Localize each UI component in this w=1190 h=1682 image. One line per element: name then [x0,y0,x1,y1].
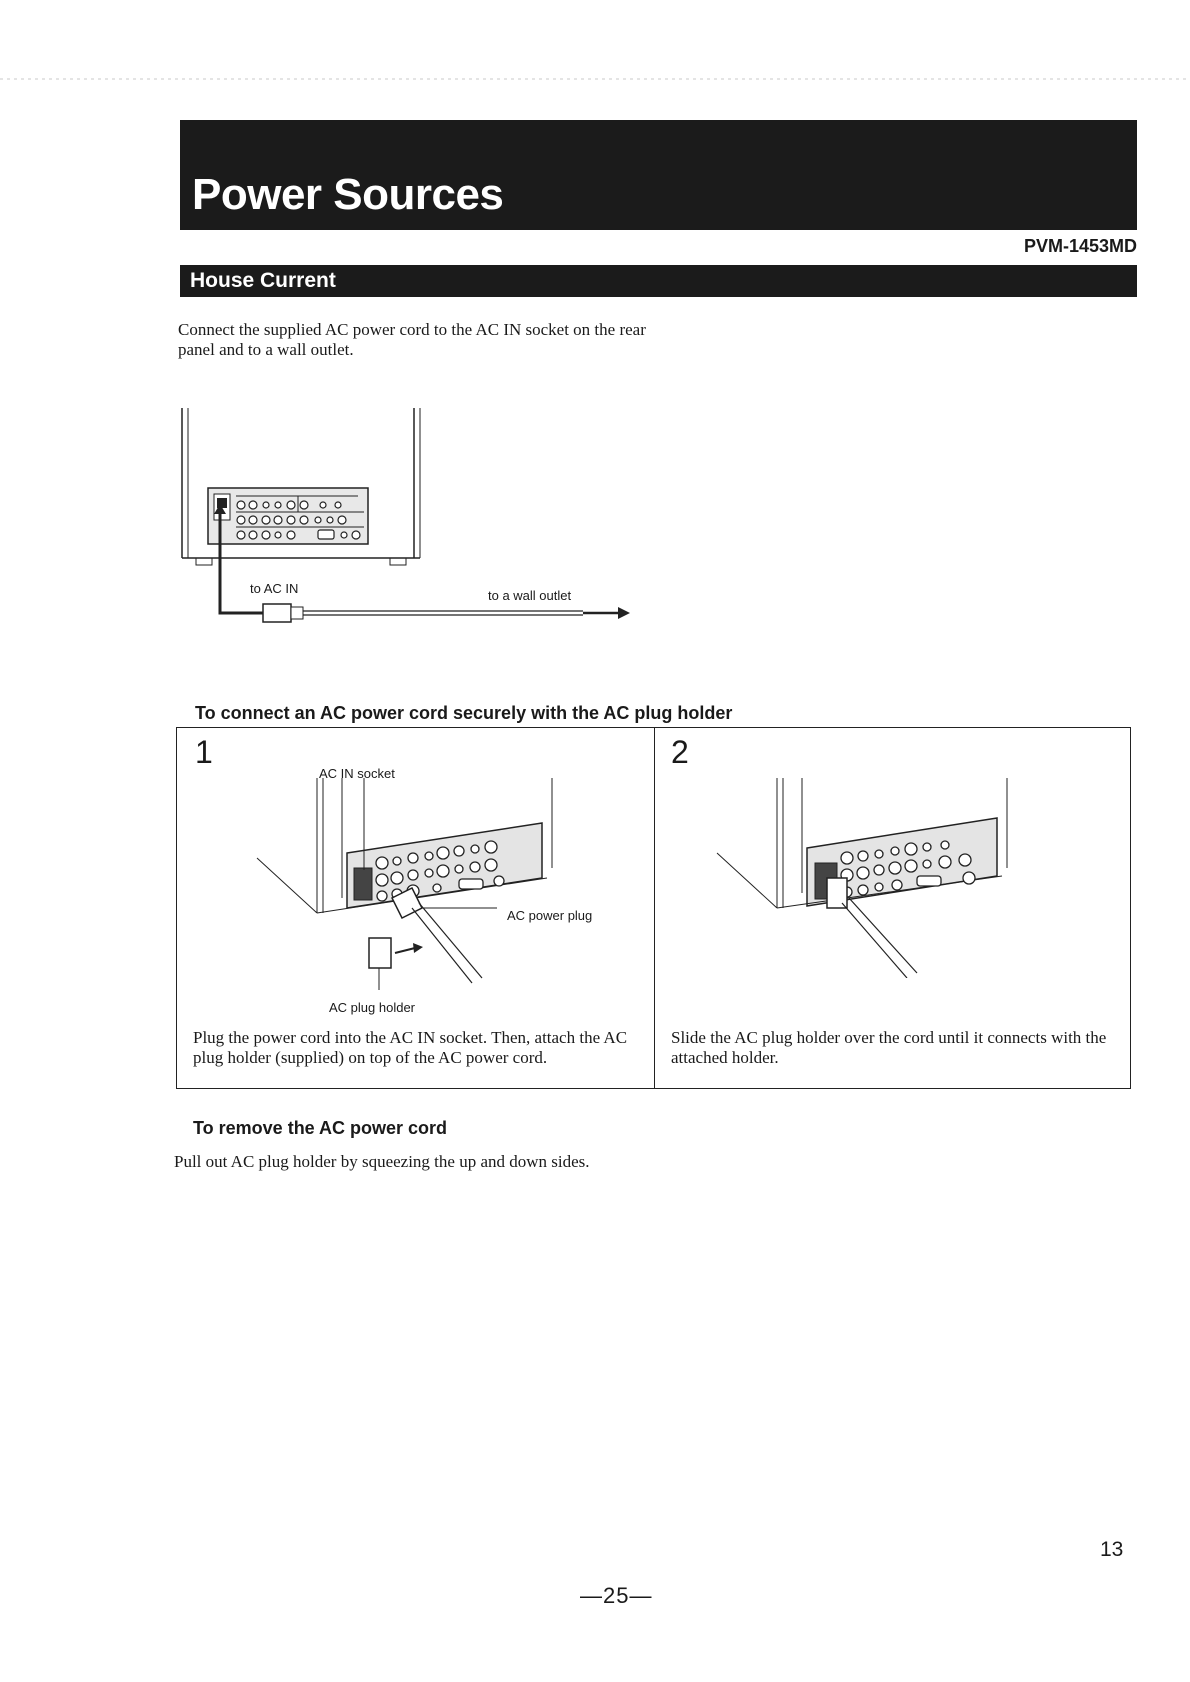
label-to-ac-in: to AC IN [250,581,299,596]
label-ac-power-plug: AC power plug [507,908,593,923]
steps-divider [654,728,655,1088]
model-number: PVM-1453MD [1023,236,1137,256]
scan-artifact [0,76,1190,82]
steps-box [176,727,1131,1089]
page-title: Power Sources [192,170,504,219]
folio-number: —25— [580,1583,653,1608]
section-title: House Current [190,269,336,292]
section-bar [180,265,1137,297]
label-to-wall-outlet: to a wall outlet [488,588,572,603]
remove-text: Pull out AC plug holder by squeezing the up and down sides. [174,1152,590,1171]
remove-heading: To remove the AC power cord [193,1118,448,1138]
label-ac-in-socket: AC IN socket [319,766,395,781]
step-2-illustration [707,758,1127,978]
step-1-illustration [237,758,637,1003]
title-bar [180,120,1137,230]
page-number: 13 [1100,1538,1124,1561]
step-1-number: 1 [195,734,213,770]
label-ac-plug-holder: AC plug holder [329,1000,415,1015]
secure-heading: To connect an AC power cord securely with the AC plug holder [195,703,733,723]
step-2-text: Slide the AC plug holder over the cord until it connects with the attached holder. [671,1028,1107,1067]
step-1-text: Plug the power cord into the AC IN socket. Then, attach the AC plug holder (supplied) on top of the AC power cord. [193,1028,628,1067]
intro-paragraph: Connect the supplied AC power cord to the AC IN socket on the rear panel and to a wall outlet. [178,320,646,359]
step-2-number: 2 [671,734,689,770]
rear-panel-figure [178,408,638,633]
